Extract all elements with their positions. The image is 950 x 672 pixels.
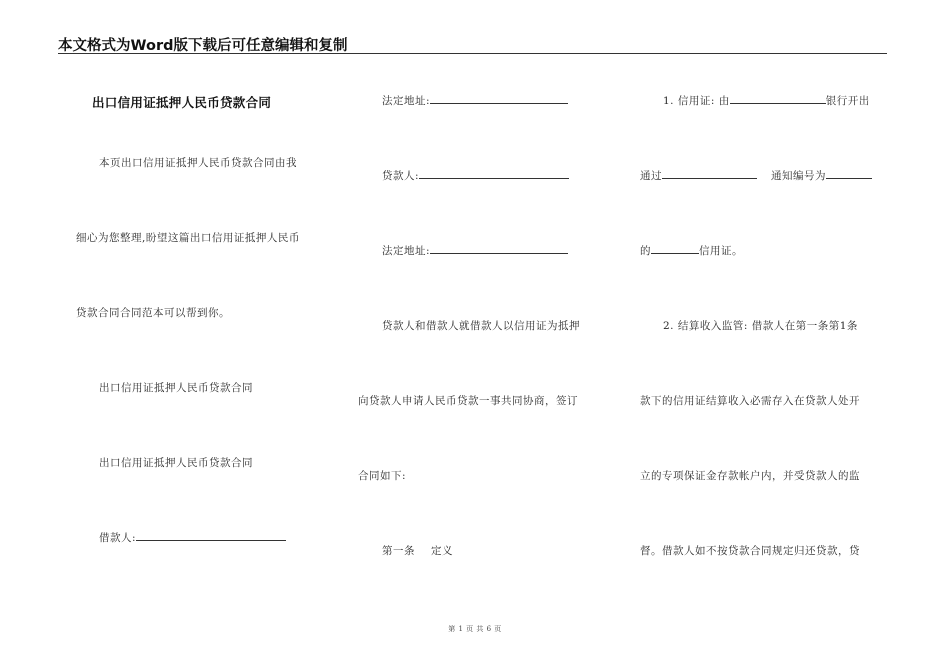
lc-definition-line-3 bbox=[640, 243, 743, 258]
contract-subtitle-2: 出口信用证抵押人民币贷款合同 bbox=[99, 457, 253, 469]
preamble-line-1: 贷款人和借款人就借款人以信用证为抵押 bbox=[382, 320, 580, 332]
header-divider bbox=[58, 53, 887, 54]
lender-label: 贷款人: bbox=[382, 170, 420, 182]
lc-text-1b: 银行开出 bbox=[825, 95, 870, 107]
address-label-1: 法定地址: bbox=[382, 95, 431, 107]
article-1-title: 定义 bbox=[431, 545, 453, 557]
intro-line-2: 细心为您整理,盼望这篇出口信用证抵押人民币 bbox=[76, 232, 300, 244]
lc-definition-line-2 bbox=[640, 168, 872, 183]
address-blank-2 bbox=[430, 243, 568, 254]
address-field-1 bbox=[382, 93, 568, 108]
settlement-line-4: 督。借款人如不按贷款合同规定归还贷款，贷 bbox=[640, 545, 860, 557]
contract-title: 出口信用证抵押人民币贷款合同 bbox=[92, 95, 272, 110]
preamble-line-2: 向贷款人申请人民币贷款一事共同协商，签订 bbox=[358, 395, 578, 407]
lc-number-blank bbox=[826, 168, 872, 179]
article-1-number: 第一条 bbox=[382, 545, 415, 557]
contract-subtitle-1: 出口信用证抵押人民币贷款合同 bbox=[99, 382, 253, 394]
lc-text-2a: 通过 bbox=[640, 170, 662, 182]
address-field-2 bbox=[382, 243, 568, 258]
address-blank-1 bbox=[430, 93, 568, 104]
lc-amount-blank bbox=[651, 243, 699, 254]
lc-advising-bank-blank bbox=[662, 168, 757, 179]
page-number: 第 1 页 共 6 页 bbox=[448, 625, 502, 633]
borrower-label: 借款人: bbox=[99, 532, 137, 544]
intro-line-1: 本页出口信用证抵押人民币贷款合同由我 bbox=[99, 157, 297, 169]
lc-text-3b: 信用证。 bbox=[699, 245, 743, 257]
settlement-line-2: 款下的信用证结算收入必需存入在贷款人处开 bbox=[640, 395, 860, 407]
borrower-field bbox=[99, 530, 286, 545]
borrower-blank bbox=[136, 530, 286, 541]
lc-text-2b: 通知编号为 bbox=[771, 170, 826, 182]
intro-line-3: 贷款合同合同范本可以帮到你。 bbox=[76, 307, 230, 319]
settlement-line-1: 2. 结算收入监管: 借款人在第一条第1条 bbox=[663, 320, 858, 332]
lc-bank-blank bbox=[730, 93, 826, 104]
lc-definition-line-1 bbox=[663, 93, 870, 108]
document-header-title: 本文格式为Word版下载后可任意编辑和复制 bbox=[58, 38, 348, 54]
settlement-line-3: 立的专项保证金存款帐户内，并受贷款人的监 bbox=[640, 470, 860, 482]
lc-text-1a: 1. 信用证: 由 bbox=[663, 95, 730, 107]
address-label-2: 法定地址: bbox=[382, 245, 431, 257]
preamble-line-3: 合同如下: bbox=[358, 470, 407, 482]
lender-blank bbox=[419, 168, 569, 179]
lc-text-3a: 的 bbox=[640, 245, 651, 257]
lender-field bbox=[382, 168, 569, 183]
article-1-heading bbox=[382, 543, 453, 558]
